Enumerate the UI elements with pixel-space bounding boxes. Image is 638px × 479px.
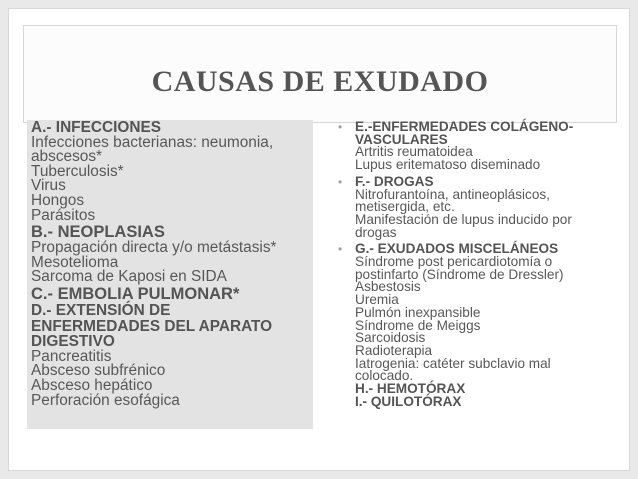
list-item: Propagación directa y/o metástasis*	[31, 239, 277, 257]
list-item: Asbestosis	[355, 279, 421, 295]
list-item: Hongos	[31, 191, 85, 209]
section-heading: H.- HEMOTÓRAX	[355, 381, 466, 397]
list-item: Pulmón inexpansible	[355, 304, 481, 320]
list-item: Síndrome post pericardiotomía o	[355, 254, 553, 270]
list-item: Sarcoidosis	[355, 330, 426, 346]
right-column-list	[336, 121, 606, 412]
section-heading: E.-ENFERMEDADES COLÁGENO-	[355, 119, 574, 134]
list-item: Sarcoma de Kaposi en SIDA	[31, 268, 227, 286]
list-item: Mesotelioma	[31, 253, 119, 271]
list-item: Síndrome de Meiggs	[355, 317, 481, 333]
list-item: postinfarto (Síndrome de Dressler)	[355, 266, 564, 282]
section-heading: A.- INFECCIONES	[31, 119, 161, 136]
list-item: Perforación esofágica	[31, 391, 180, 409]
list-item: colocado.	[355, 368, 414, 384]
list-item: Parásitos	[31, 206, 96, 224]
list-item: Infecciones bacterianas: neumonia,	[31, 133, 274, 151]
list-item: Absceso hepático	[31, 376, 153, 394]
list-item: Radioterapia	[355, 342, 433, 358]
section-heading: DIGESTIVO	[31, 333, 115, 351]
list-item: Absceso subfrénico	[31, 362, 166, 380]
bullet-icon: •	[338, 120, 343, 134]
bullet-icon: •	[338, 242, 343, 257]
left-column-panel	[27, 120, 313, 429]
section-heading: F.- DROGAS	[355, 173, 434, 189]
bullet-icon: •	[338, 174, 343, 189]
section-heading: I.- QUILOTÓRAX	[355, 393, 462, 409]
section-heading: VASCULARES	[355, 131, 448, 147]
list-item: abscesos*	[31, 148, 103, 166]
section-heading: C.- EMBOLIA PULMONAR*	[31, 284, 240, 303]
list-item: Manifestación de lupus inducido por	[355, 211, 572, 227]
list-item: Iatrogenia: catéter subclavio mal	[355, 355, 551, 371]
section-heading: G.- EXUDADOS MISCELÁNEOS	[355, 241, 559, 257]
bullet-block	[336, 121, 606, 172]
title-band	[23, 25, 617, 123]
bullet-block	[336, 243, 606, 408]
list-item: Tuberculosis*	[31, 162, 124, 180]
list-item: Lupus eritematoso diseminado	[355, 157, 541, 173]
list-item: Artritis reumatoidea	[355, 144, 473, 160]
list-item: Pancreatitis	[31, 347, 112, 365]
slide-title: CAUSAS DE EXUDADO	[151, 65, 489, 98]
list-item: metisergida, etc.	[355, 199, 455, 215]
list-item: drogas	[355, 224, 397, 240]
list-item: Virus	[31, 177, 66, 195]
section-heading: ENFERMEDADES DEL APARATO	[31, 317, 273, 335]
section-heading: B.- NEOPLASIAS	[31, 223, 165, 242]
section-heading: D.- EXTENSIÓN DE	[31, 301, 171, 319]
list-item: Nitrofurantoína, antineoplásicos,	[355, 186, 550, 202]
list-item: Uremia	[355, 292, 399, 308]
bullet-block	[336, 173, 606, 240]
